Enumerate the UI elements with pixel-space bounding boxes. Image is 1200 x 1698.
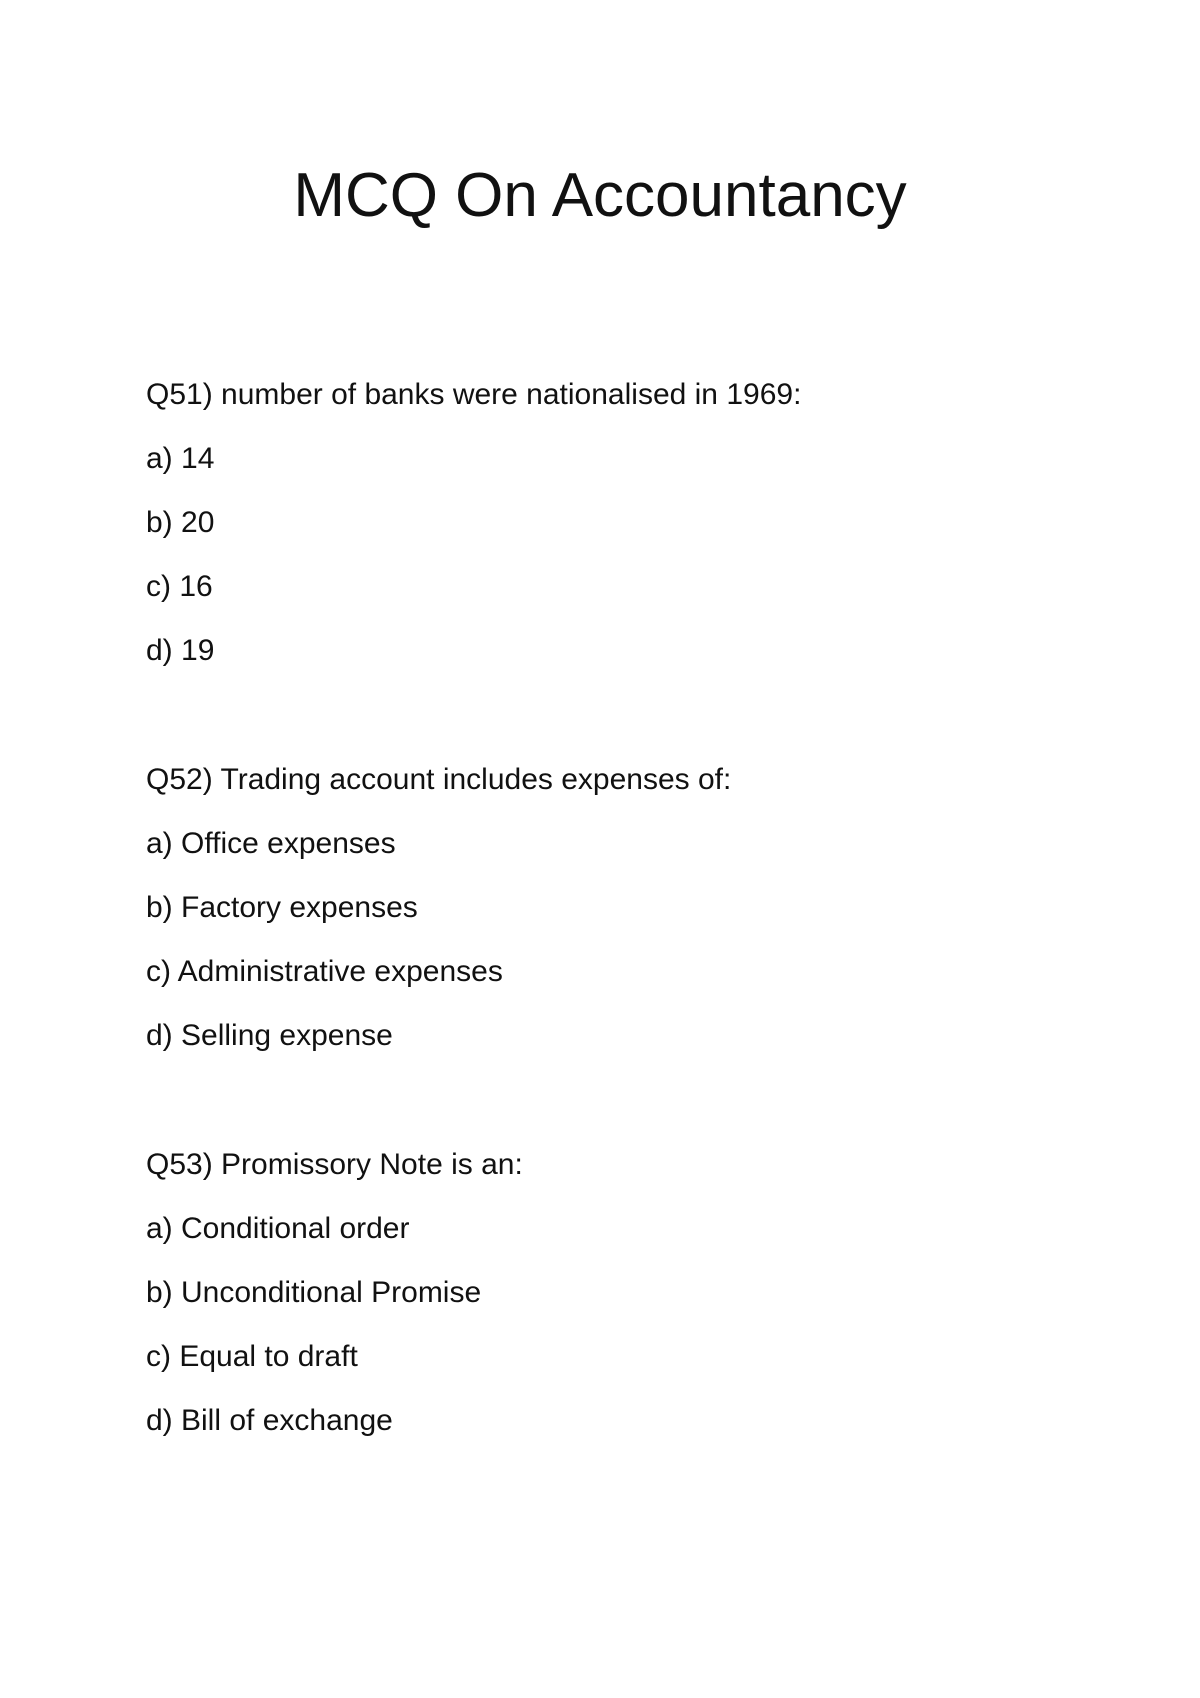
question-53: Q53) Promissory Note is an: bbox=[146, 1148, 523, 1181]
page-title: MCQ On Accountancy bbox=[293, 161, 907, 230]
q53-option-c: c) Equal to draft bbox=[146, 1340, 358, 1373]
question-51: Q51) number of banks were nationalised in 1969: bbox=[146, 378, 802, 411]
q51-option-c: c) 16 bbox=[146, 570, 213, 603]
q51-option-d: d) 19 bbox=[146, 634, 215, 667]
question-52: Q52) Trading account includes expenses of: bbox=[146, 763, 732, 796]
q52-option-d: d) Selling expense bbox=[146, 1019, 393, 1052]
q53-option-b: b) Unconditional Promise bbox=[146, 1276, 482, 1309]
q52-option-a: a) Office expenses bbox=[146, 827, 396, 860]
q51-option-a: a) 14 bbox=[146, 442, 215, 475]
q53-option-a: a) Conditional order bbox=[146, 1212, 410, 1245]
q52-option-b: b) Factory expenses bbox=[146, 891, 418, 924]
q53-option-d: d) Bill of exchange bbox=[146, 1404, 393, 1437]
q52-option-c: c) Administrative expenses bbox=[146, 955, 503, 988]
q51-option-b: b) 20 bbox=[146, 506, 215, 539]
